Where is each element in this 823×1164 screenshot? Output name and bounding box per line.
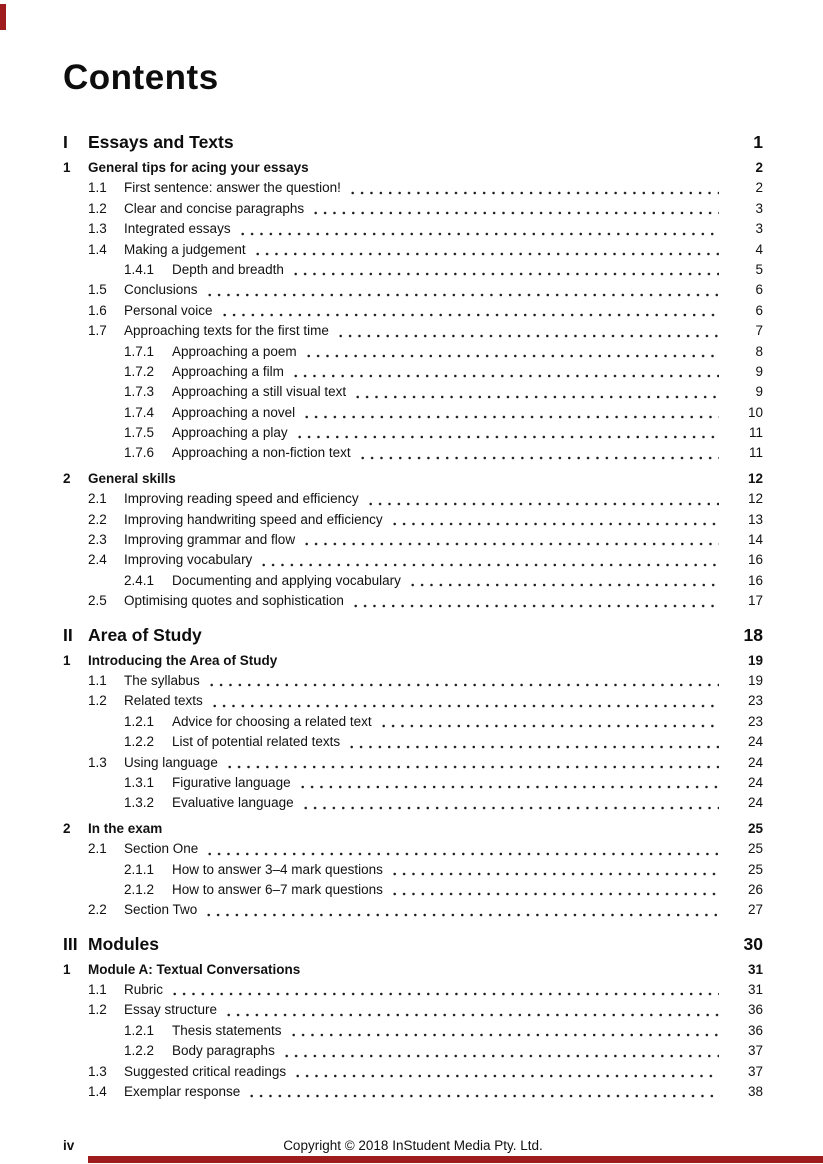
toc-subsection-row <box>63 260 763 280</box>
toc-entry-title: How to answer 6–7 mark questions <box>172 881 383 897</box>
toc-entry-page: 7 <box>755 323 763 339</box>
toc-entry-title: Optimising quotes and sophistication <box>124 593 344 609</box>
toc-entry-title: The syllabus <box>124 672 200 688</box>
toc-section-row <box>63 1082 763 1102</box>
toc-entry-title: Depth and breadth <box>172 261 284 277</box>
toc-entry-page: 19 <box>747 672 763 688</box>
toc-entry-page: 17 <box>747 593 763 609</box>
toc-section-row <box>63 321 763 341</box>
toc-entry-title: Approaching a poem <box>172 343 297 359</box>
dot-leader <box>390 860 719 880</box>
toc-entry-page: 14 <box>747 532 763 548</box>
toc-entry-page: 36 <box>747 1002 763 1018</box>
toc-subsection-row <box>63 362 763 382</box>
dot-leader <box>311 199 719 219</box>
toc-entry-number: I <box>63 132 68 152</box>
toc-entry-title: Suggested critical readings <box>124 1063 287 1079</box>
toc-entry-number: 2.5 <box>88 593 107 609</box>
toc-section-row <box>63 753 763 773</box>
toc-entry-number: 2 <box>63 820 71 836</box>
toc-entry-title: Thesis statements <box>172 1022 282 1038</box>
toc-entry-title: Improving vocabulary <box>124 552 253 568</box>
page-footer <box>63 1136 763 1156</box>
toc-entry-page: 27 <box>747 902 763 918</box>
toc-entry-title: Introducing the Area of Study <box>88 652 278 668</box>
toc-chapter-row <box>63 651 763 671</box>
toc-subsection-row <box>63 860 763 880</box>
dot-leader <box>205 280 719 300</box>
toc-part-row <box>63 132 763 153</box>
toc-entry-title: Conclusions <box>124 282 198 298</box>
toc-entry-number: 1.3 <box>88 754 107 770</box>
toc-entry-page: 11 <box>748 425 763 441</box>
toc-entry-number: 1.1 <box>88 982 107 998</box>
toc-entry-page: 31 <box>747 961 763 977</box>
toc-entry-number: 1.2.2 <box>124 1043 155 1059</box>
toc-entry-title: Documenting and applying vocabulary <box>172 572 401 588</box>
toc-entry-number: 2.4.1 <box>124 572 155 588</box>
toc-entry-number: 2.2 <box>88 511 107 527</box>
toc-entry-title: Related texts <box>124 693 203 709</box>
toc-entry-title: Approaching a still visual text <box>172 384 347 400</box>
dot-leader <box>302 403 719 423</box>
toc-entry-number: 2.3 <box>88 532 107 548</box>
toc-entry-page: 23 <box>747 693 763 709</box>
toc-part-row <box>63 625 763 646</box>
toc-entry-title: Approaching a play <box>172 425 288 441</box>
toc-entry-number: 2 <box>63 470 71 486</box>
dot-leader <box>293 1062 719 1082</box>
dot-leader <box>253 240 719 260</box>
dot-leader <box>224 1000 719 1020</box>
toc-entry-number: 1.7.5 <box>124 425 155 441</box>
dot-leader <box>302 530 719 550</box>
toc-entry-number: 1.7.4 <box>124 404 155 420</box>
toc-entry-number: 1.2.2 <box>124 734 155 750</box>
toc-entry-title: General tips for acing your essays <box>88 160 309 175</box>
toc-entry-page: 19 <box>747 652 763 668</box>
toc-entry-number: 1.7.6 <box>124 445 155 461</box>
toc-entry-number: 2.1.2 <box>124 881 155 897</box>
toc-entry-title: Body paragraphs <box>172 1043 275 1059</box>
toc-section-row <box>63 691 763 711</box>
toc-entry-page: 37 <box>747 1063 763 1079</box>
toc-entry-page: 38 <box>747 1084 763 1100</box>
toc-subsection-row <box>63 443 763 463</box>
toc-entry-number: 2.2 <box>88 902 107 918</box>
dot-leader <box>379 712 719 732</box>
toc-entry-title: Approaching texts for the first time <box>124 323 329 339</box>
page-edge-tab-top <box>0 4 6 30</box>
toc-entry-number: 1.3 <box>88 1063 107 1079</box>
toc-entry-page: 10 <box>747 404 763 420</box>
toc-entry-page: 25 <box>747 820 763 836</box>
dot-leader <box>304 342 719 362</box>
dot-leader <box>291 362 719 382</box>
toc-entry-number: 1.3.1 <box>124 774 155 790</box>
dot-leader <box>347 732 719 752</box>
dot-leader <box>238 219 719 239</box>
toc-entry-page: 24 <box>747 774 763 790</box>
toc-entry-number: 1.7.3 <box>124 384 155 400</box>
toc-subsection-row <box>63 793 763 813</box>
toc-entry-page: 6 <box>755 282 763 298</box>
dot-leader <box>207 671 719 691</box>
dot-leader <box>301 793 719 813</box>
toc-entry-number: 2.1.1 <box>124 861 155 877</box>
toc-chapter-row <box>63 158 763 178</box>
toc-entry-number: 1.2 <box>88 693 107 709</box>
toc-subsection-row <box>63 712 763 732</box>
toc-entry-number: 1.1 <box>88 672 107 688</box>
toc-entry-title: General skills <box>88 470 176 486</box>
toc-entry-title: List of potential related texts <box>172 734 341 750</box>
toc-entry-title: Improving handwriting speed and efficiency <box>124 511 383 527</box>
dot-leader <box>366 489 719 509</box>
toc-entry-title: Essays and Texts <box>88 132 234 152</box>
toc-section-row <box>63 510 763 530</box>
toc-entry-number: 1 <box>63 652 71 668</box>
toc-entry-page: 25 <box>747 861 763 877</box>
toc-entry-title: Area of Study <box>88 624 202 645</box>
toc-entry-title: Personal voice <box>124 302 213 318</box>
toc-subsection-row <box>63 403 763 423</box>
dot-leader <box>220 301 719 321</box>
toc-entry-page: 12 <box>747 470 763 486</box>
toc-entry-page: 24 <box>747 754 763 770</box>
toc-entry-page: 30 <box>743 933 763 954</box>
toc-entry-title: Section One <box>124 841 199 857</box>
dot-leader <box>170 980 719 1000</box>
toc-entry-number: 1.2 <box>88 200 107 216</box>
toc-entry-title: Section Two <box>124 902 198 918</box>
toc-entry-number: 1.7.2 <box>124 363 155 379</box>
toc-section-row <box>63 219 763 239</box>
dot-leader <box>247 1082 719 1102</box>
toc-part-row <box>63 934 763 955</box>
toc-section-row <box>63 1062 763 1082</box>
toc-entry-number: 1.1 <box>88 180 107 196</box>
toc-section-row <box>63 280 763 300</box>
toc-entry-number: 1.5 <box>88 282 107 298</box>
toc-entry-number: 1.4.1 <box>124 261 155 277</box>
dot-leader <box>351 591 719 611</box>
folio-page-number: iv <box>63 1138 75 1153</box>
toc-section-row <box>63 1000 763 1020</box>
toc-subsection-row <box>63 880 763 900</box>
toc-entry-page: 2 <box>755 160 763 175</box>
toc-entry-number: 1.7.1 <box>124 343 155 359</box>
toc-section-row <box>63 671 763 691</box>
toc-entry-title: Approaching a novel <box>172 404 296 420</box>
toc-entry-page: 16 <box>747 552 763 568</box>
toc-section-row <box>63 900 763 920</box>
toc-entry-page: 3 <box>755 221 763 237</box>
toc-section-row <box>63 489 763 509</box>
toc-entry-page: 6 <box>755 302 763 318</box>
toc-entry-title: Using language <box>124 754 218 770</box>
toc-entry-page: 37 <box>747 1043 763 1059</box>
toc-entry-title: Improving grammar and flow <box>124 532 296 548</box>
copyright-notice: Copyright © 2018 InStudent Media Pty. Ltd. <box>283 1138 543 1153</box>
toc-subsection-row <box>63 773 763 793</box>
toc-entry-title: Advice for choosing a related text <box>172 713 372 729</box>
toc-entry-page: 5 <box>755 261 763 277</box>
toc-entry-number: 1.6 <box>88 302 107 318</box>
toc-entry-page: 23 <box>747 713 763 729</box>
toc-entry-title: Essay structure <box>124 1002 218 1018</box>
toc-entry-number: 1.2 <box>88 1002 107 1018</box>
toc-entry-title: Figurative language <box>172 774 291 790</box>
toc-entry-title: Modules <box>88 933 159 954</box>
toc-entry-title: In the exam <box>88 820 163 836</box>
toc-entry-page: 13 <box>747 511 763 527</box>
dot-leader <box>295 423 719 443</box>
toc-section-row <box>63 591 763 611</box>
dot-leader <box>336 321 719 341</box>
toc-section-row <box>63 240 763 260</box>
toc-subsection-row <box>63 1021 763 1041</box>
toc-entry-page: 16 <box>747 572 763 588</box>
toc-section-row <box>63 550 763 570</box>
toc-entry-number: 1.4 <box>88 1084 107 1100</box>
toc-section-row <box>63 178 763 198</box>
page-edge-bar-bottom <box>88 1156 823 1163</box>
toc-entry-title: Integrated essays <box>124 221 231 237</box>
toc-section-row <box>63 199 763 219</box>
toc-entry-title: Clear and concise paragraphs <box>124 200 305 216</box>
toc-entry-number: 1.2.1 <box>124 1022 155 1038</box>
toc-entry-page: 26 <box>747 881 763 897</box>
toc-subsection-row <box>63 423 763 443</box>
page-title: Contents <box>63 58 219 97</box>
toc-entry-page: 24 <box>747 734 763 750</box>
toc-entry-title: Approaching a non-fiction text <box>172 445 351 461</box>
toc-entry-title: Improving reading speed and efficiency <box>124 491 359 507</box>
toc-chapter-row <box>63 819 763 839</box>
toc-entry-number: 2.1 <box>88 491 107 507</box>
toc-entry-number: 1.3.2 <box>124 795 155 811</box>
dot-leader <box>291 260 719 280</box>
dot-leader <box>390 880 719 900</box>
toc-entry-page: 12 <box>747 491 763 507</box>
table-of-contents <box>63 132 763 1102</box>
toc-entry-number: II <box>63 624 73 645</box>
toc-subsection-row <box>63 342 763 362</box>
toc-entry-page: 36 <box>747 1022 763 1038</box>
toc-entry-page: 8 <box>755 343 763 359</box>
toc-entry-page: 2 <box>755 180 763 196</box>
toc-subsection-row <box>63 1041 763 1061</box>
dot-leader <box>353 382 719 402</box>
toc-entry-number: 1 <box>63 961 71 977</box>
toc-entry-title: Evaluative language <box>172 795 294 811</box>
toc-entry-title: Rubric <box>124 982 164 998</box>
toc-chapter-row <box>63 469 763 489</box>
toc-section-row <box>63 980 763 1000</box>
toc-entry-page: 4 <box>755 241 763 257</box>
dot-leader <box>204 900 719 920</box>
toc-entry-title: Module A: Textual Conversations <box>88 961 301 977</box>
toc-entry-number: 1.4 <box>88 241 107 257</box>
toc-entry-title: Making a judgement <box>124 241 246 257</box>
dot-leader <box>348 178 719 198</box>
dot-leader <box>259 550 719 570</box>
dot-leader <box>358 443 719 463</box>
toc-entry-number: 1.3 <box>88 221 107 237</box>
toc-entry-page: 9 <box>755 384 763 400</box>
dot-leader <box>408 571 719 591</box>
toc-subsection-row <box>63 571 763 591</box>
contents-page <box>63 0 763 1102</box>
toc-chapter-row <box>63 960 763 980</box>
toc-entry-title: Approaching a film <box>172 363 284 379</box>
toc-entry-number: 2.4 <box>88 552 107 568</box>
toc-section-row <box>63 530 763 550</box>
toc-entry-page: 1 <box>753 132 763 152</box>
toc-entry-title: First sentence: answer the question! <box>124 180 341 196</box>
toc-section-row <box>63 839 763 859</box>
dot-leader <box>289 1021 719 1041</box>
toc-subsection-row <box>63 382 763 402</box>
toc-entry-page: 18 <box>743 624 763 645</box>
toc-entry-page: 9 <box>755 363 763 379</box>
dot-leader <box>225 753 719 773</box>
dot-leader <box>210 691 719 711</box>
dot-leader <box>298 773 719 793</box>
toc-entry-page: 3 <box>755 200 763 216</box>
toc-entry-title: Exemplar response <box>124 1084 241 1100</box>
toc-entry-page: 25 <box>747 841 763 857</box>
toc-entry-page: 31 <box>747 982 763 998</box>
toc-entry-number: 1 <box>63 160 71 175</box>
toc-subsection-row <box>63 732 763 752</box>
toc-entry-number: 1.7 <box>88 323 107 339</box>
dot-leader <box>205 839 719 859</box>
toc-entry-number: 2.1 <box>88 841 107 857</box>
toc-entry-number: III <box>63 933 78 954</box>
toc-entry-title: How to answer 3–4 mark questions <box>172 861 383 877</box>
toc-section-row <box>63 301 763 321</box>
dot-leader <box>390 510 719 530</box>
dot-leader <box>282 1041 719 1061</box>
toc-entry-page: 24 <box>747 795 763 811</box>
toc-entry-number: 1.2.1 <box>124 713 155 729</box>
toc-entry-page: 11 <box>748 445 763 461</box>
